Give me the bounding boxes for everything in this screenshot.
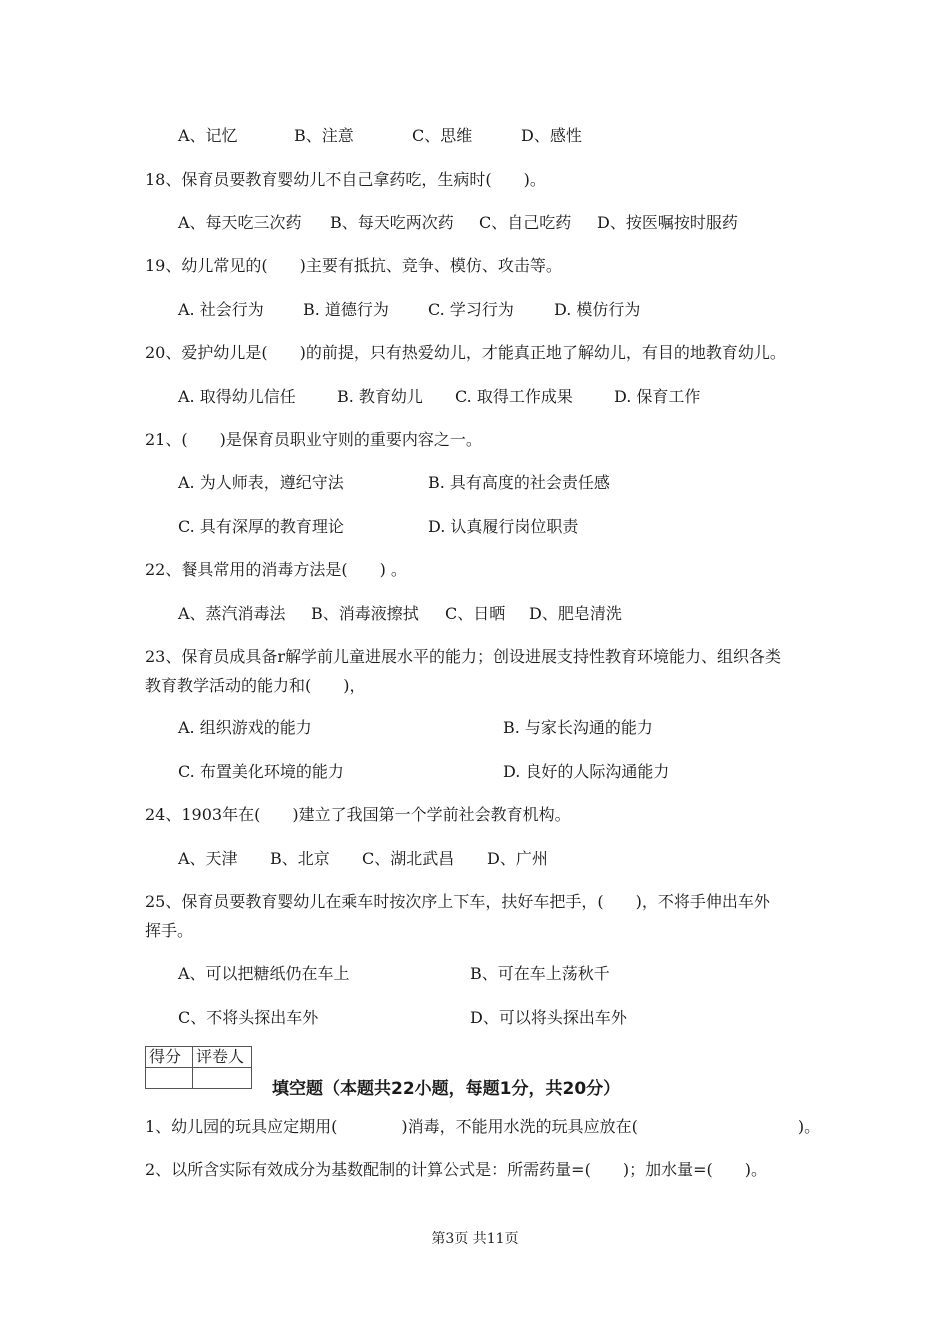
answer-option: C、湖北武昌 bbox=[362, 849, 455, 868]
score-cell bbox=[146, 1068, 193, 1089]
answer-option: D、感性 bbox=[521, 126, 582, 145]
answer-option: C、思维 bbox=[412, 126, 473, 145]
page-footer: 第3页 共11页 bbox=[431, 1231, 519, 1247]
question-text: 23、保育员成具备r解学前儿童进展水平的能力；创设进展支持性教育环境能力、组织各类 bbox=[145, 647, 782, 666]
answer-option: D、可以将头探出车外 bbox=[470, 1008, 627, 1027]
question-text: 19、幼儿常见的( )主要有抵抗、竞争、模仿、攻击等。 bbox=[145, 256, 562, 275]
answer-option: B、注意 bbox=[294, 126, 354, 145]
answer-option: B、消毒液擦拭 bbox=[311, 604, 419, 623]
answer-option: A、蒸汽消毒法 bbox=[178, 604, 286, 623]
answer-option: C. 具有深厚的教育理论 bbox=[178, 517, 344, 536]
answer-option: D、广州 bbox=[487, 849, 548, 868]
answer-option: C. 布置美化环境的能力 bbox=[178, 762, 344, 781]
answer-option: D、按医嘱按时服药 bbox=[597, 213, 738, 232]
answer-option: A. 为人师表，遵纪守法 bbox=[178, 473, 344, 492]
question-text: 教育教学活动的能力和( )， bbox=[145, 676, 366, 695]
answer-option: C、日晒 bbox=[445, 604, 506, 623]
answer-option: A、每天吃三次药 bbox=[178, 213, 302, 232]
question-text: 22、餐具常用的消毒方法是( ) 。 bbox=[145, 560, 407, 579]
answer-option: D. 保育工作 bbox=[614, 387, 701, 406]
grader-cell bbox=[193, 1068, 252, 1089]
answer-option: C. 取得工作成果 bbox=[455, 387, 573, 406]
answer-option: A、可以把糖纸仍在车上 bbox=[178, 964, 350, 983]
question-text: 2、以所含实际有效成分为基数配制的计算公式是：所需药量=( )；加水量=( )。 bbox=[145, 1160, 767, 1179]
question-text: 挥手。 bbox=[145, 921, 194, 940]
question-text: 18、保育员要教育婴幼儿不自己拿药吃，生病时( )。 bbox=[145, 170, 546, 189]
answer-option: C、自己吃药 bbox=[479, 213, 572, 232]
answer-option: B. 与家长沟通的能力 bbox=[503, 718, 653, 737]
answer-option: D. 良好的人际沟通能力 bbox=[503, 762, 670, 781]
answer-option: B. 教育幼儿 bbox=[337, 387, 423, 406]
answer-option: B. 具有高度的社会责任感 bbox=[428, 473, 610, 492]
score-box bbox=[145, 1046, 252, 1089]
question-text: 20、爱护幼儿是( )的前提，只有热爱幼儿，才能真正地了解幼儿，有目的地教育幼儿。 bbox=[145, 343, 786, 362]
answer-option: D、肥皂清洗 bbox=[529, 604, 622, 623]
answer-option: A. 社会行为 bbox=[178, 300, 264, 319]
answer-option: A. 取得幼儿信任 bbox=[178, 387, 296, 406]
answer-option: A、天津 bbox=[178, 849, 238, 868]
answer-option: D. 认真履行岗位职责 bbox=[428, 517, 579, 536]
answer-option: C、不将头探出车外 bbox=[178, 1008, 319, 1027]
score-label: 得分 bbox=[146, 1047, 193, 1068]
question-text: 1、幼儿园的玩具应定期用( )消毒，不能用水洗的玩具应放在( )。 bbox=[145, 1117, 821, 1136]
answer-option: D. 模仿行为 bbox=[554, 300, 641, 319]
answer-option: C. 学习行为 bbox=[428, 300, 514, 319]
answer-option: B、每天吃两次药 bbox=[330, 213, 454, 232]
answer-option: B、可在车上荡秋千 bbox=[470, 964, 610, 983]
answer-option: B、北京 bbox=[270, 849, 330, 868]
answer-option: B. 道德行为 bbox=[303, 300, 389, 319]
section-title: 填空题（本题共22小题，每题1分，共20分） bbox=[272, 1079, 621, 1099]
question-text: 25、保育员要教育婴幼儿在乘车时按次序上下车，扶好车把手，( )，不将手伸出车外 bbox=[145, 892, 770, 911]
answer-option: A. 组织游戏的能力 bbox=[178, 718, 312, 737]
answer-option: A、记忆 bbox=[178, 126, 238, 145]
grader-label: 评卷人 bbox=[193, 1047, 252, 1068]
question-text: 24、1903年在( )建立了我国第一个学前社会教育机构。 bbox=[145, 805, 571, 824]
question-text: 21、( )是保育员职业守则的重要内容之一。 bbox=[145, 430, 482, 449]
